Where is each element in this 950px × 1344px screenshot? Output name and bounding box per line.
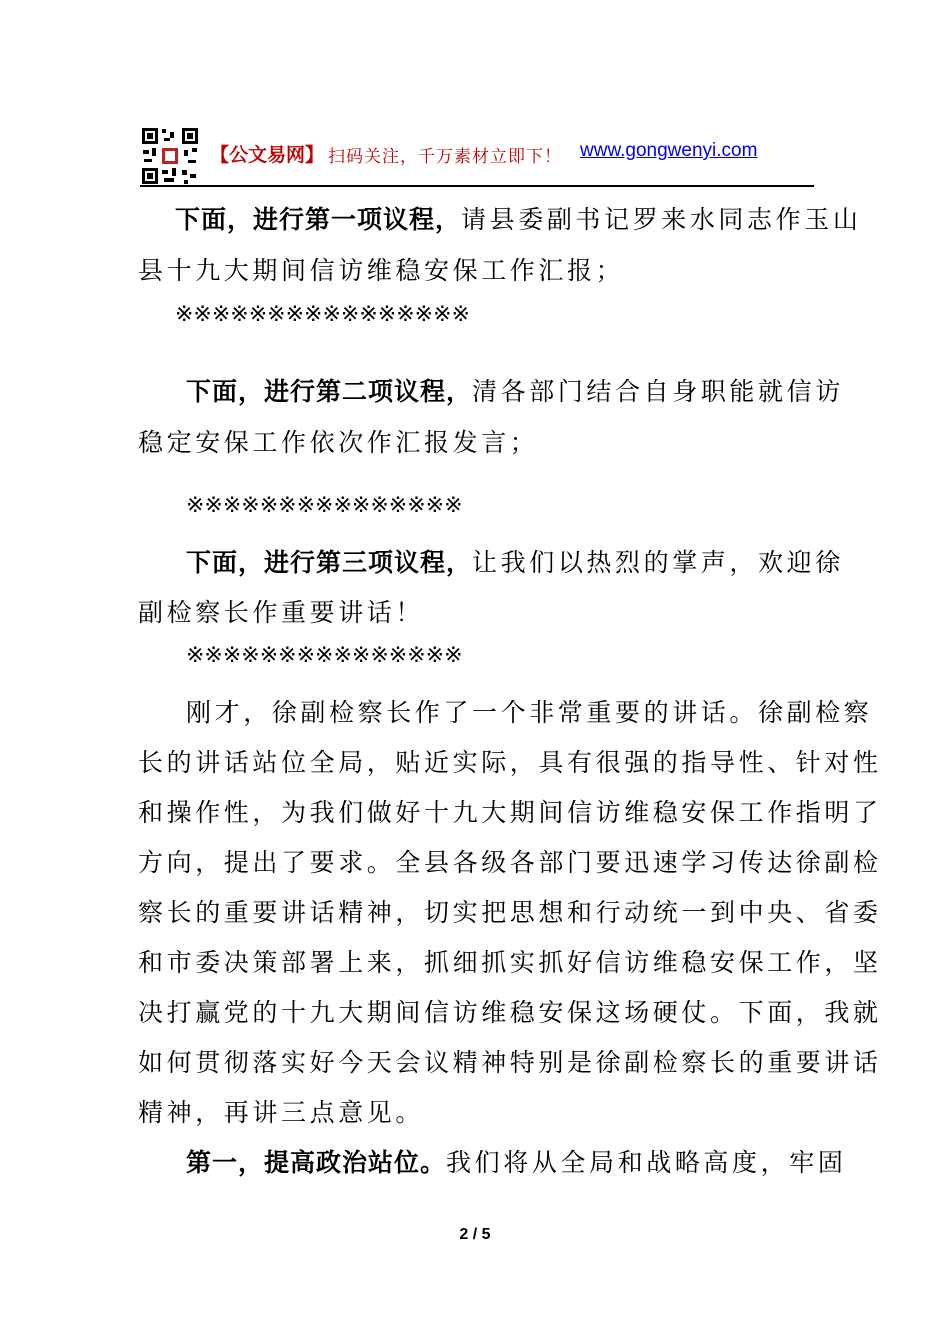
agenda-item-heading: 下面，进行第三项议程， [186,548,473,577]
page-header [140,126,812,184]
qr-code-icon [140,126,200,186]
paragraph-text: 我们将从全局和战略高度，牢固 [446,1148,847,1177]
paragraph-text: 让我们以热烈的掌声，欢迎徐 [472,548,844,577]
paragraph-line: 方向，提出了要求。全县各级各部门要迅速学习传达徐副检 [138,848,882,877]
paragraph-line [175,200,861,236]
paragraph-line: 县十九大期间信访维稳安保工作汇报； [138,256,625,285]
paragraph-line: 稳定安保工作依次作汇报发言； [138,428,539,457]
section-heading: 第一，提高政治站位。 [186,1148,447,1177]
paragraph-line: 决打赢党的十九大期间信访维稳安保这场硬仗。下面，我就 [138,998,882,1027]
website-link[interactable]: www.gongwenyi.com [580,140,758,161]
agenda-item-heading: 下面，进行第一项议程， [175,205,462,234]
header-divider [140,185,814,187]
paragraph-line: 和操作性，为我们做好十九大期间信访维稳安保工作指明了 [138,798,882,827]
separator-marks: ※※※※※※※※※※※※※※※※ [175,302,470,327]
paragraph-line [186,543,844,579]
separator-marks: ※※※※※※※※※※※※※※※ [186,643,463,668]
paragraph-line: 精神，再讲三点意见。 [138,1098,425,1127]
paragraph-line: 长的讲话站位全局，贴近实际，具有很强的指导性、针对性 [138,748,882,777]
brand-name: 【公文易网】 [210,144,325,166]
paragraph-line: 和市委决策部署上来，抓细抓实抓好信访维稳安保工作，坚 [138,948,882,977]
paragraph-line: 如何贯彻落实好今天会议精神特别是徐副检察长的重要讲话 [138,1048,882,1077]
page-number: 2 / 5 [459,1226,491,1243]
paragraph-text: 清各部门结合自身职能就信访 [472,377,844,406]
paragraph-line: 刚才，徐副检察长作了一个非常重要的讲话。徐副检察 [186,698,873,727]
paragraph-line: 察长的重要讲话精神，切实把思想和行动统一到中央、省委 [138,898,882,927]
agenda-item-heading: 下面，进行第二项议程， [186,377,473,406]
header-slogan: 扫码关注，千万素材立即下！ [328,147,562,167]
paragraph-text: 请县委副书记罗来水同志作玉山 [461,205,862,234]
paragraph-line [186,372,844,408]
paragraph-line: 副检察长作重要讲话！ [138,598,425,627]
paragraph-line [186,1143,846,1179]
separator-marks: ※※※※※※※※※※※※※※※ [186,493,463,518]
